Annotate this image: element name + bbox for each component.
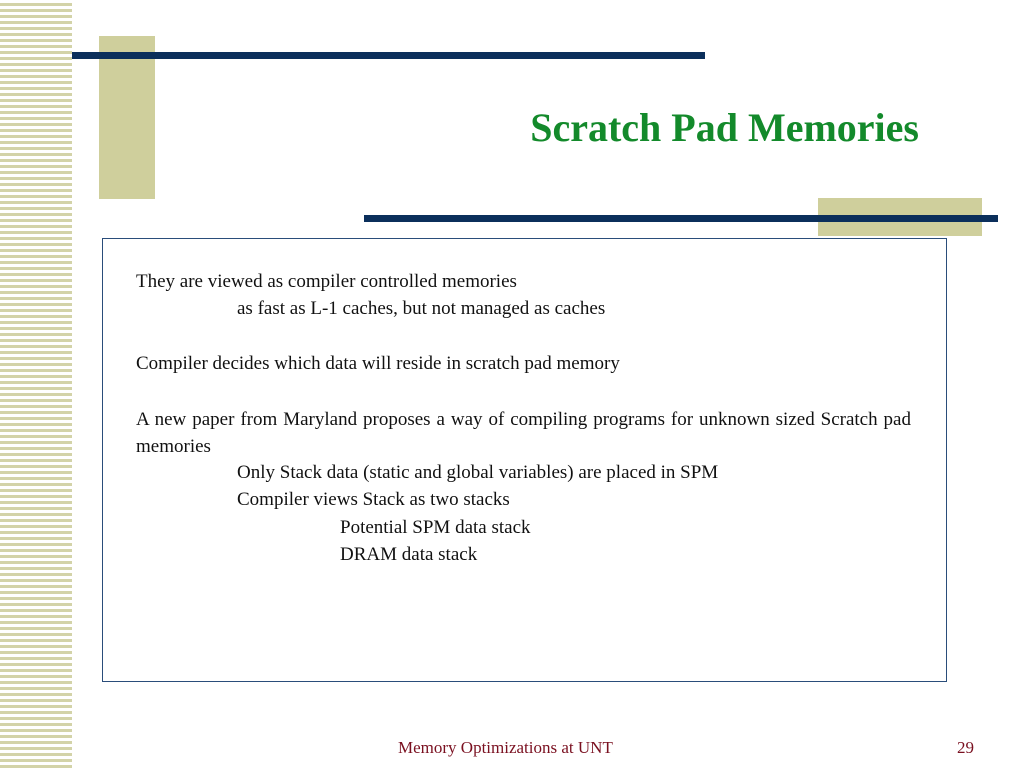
sub-sub-bullet-line: DRAM data stack: [340, 544, 478, 565]
bullet-line: Compiler decides which data will reside in scratch pad memory: [136, 353, 620, 374]
decorative-stripes: [0, 0, 72, 768]
slide-title: Scratch Pad Memories: [530, 105, 919, 150]
decorative-block-top: [99, 36, 155, 199]
bullet-line: They are viewed as compiler controlled memories: [136, 271, 517, 292]
top-rule: [72, 52, 705, 59]
paragraph-text: A new paper from Maryland proposes a way of compiling programs for unknown sized Scratch pad memories: [136, 409, 911, 457]
sub-bullet-line: Only Stack data (static and global variables) are placed in SPM: [237, 462, 719, 483]
footer-text: Memory Optimizations at UNT: [398, 738, 613, 757]
sub-bullet-line: as fast as L-1 caches, but not managed as caches: [237, 298, 606, 319]
title-underline-rule: [364, 215, 998, 222]
sub-sub-bullet-line: Potential SPM data stack: [340, 517, 531, 538]
sub-bullet-line: Compiler views Stack as two stacks: [237, 489, 510, 510]
content-box: [102, 238, 947, 682]
page-number: 29: [957, 738, 974, 757]
